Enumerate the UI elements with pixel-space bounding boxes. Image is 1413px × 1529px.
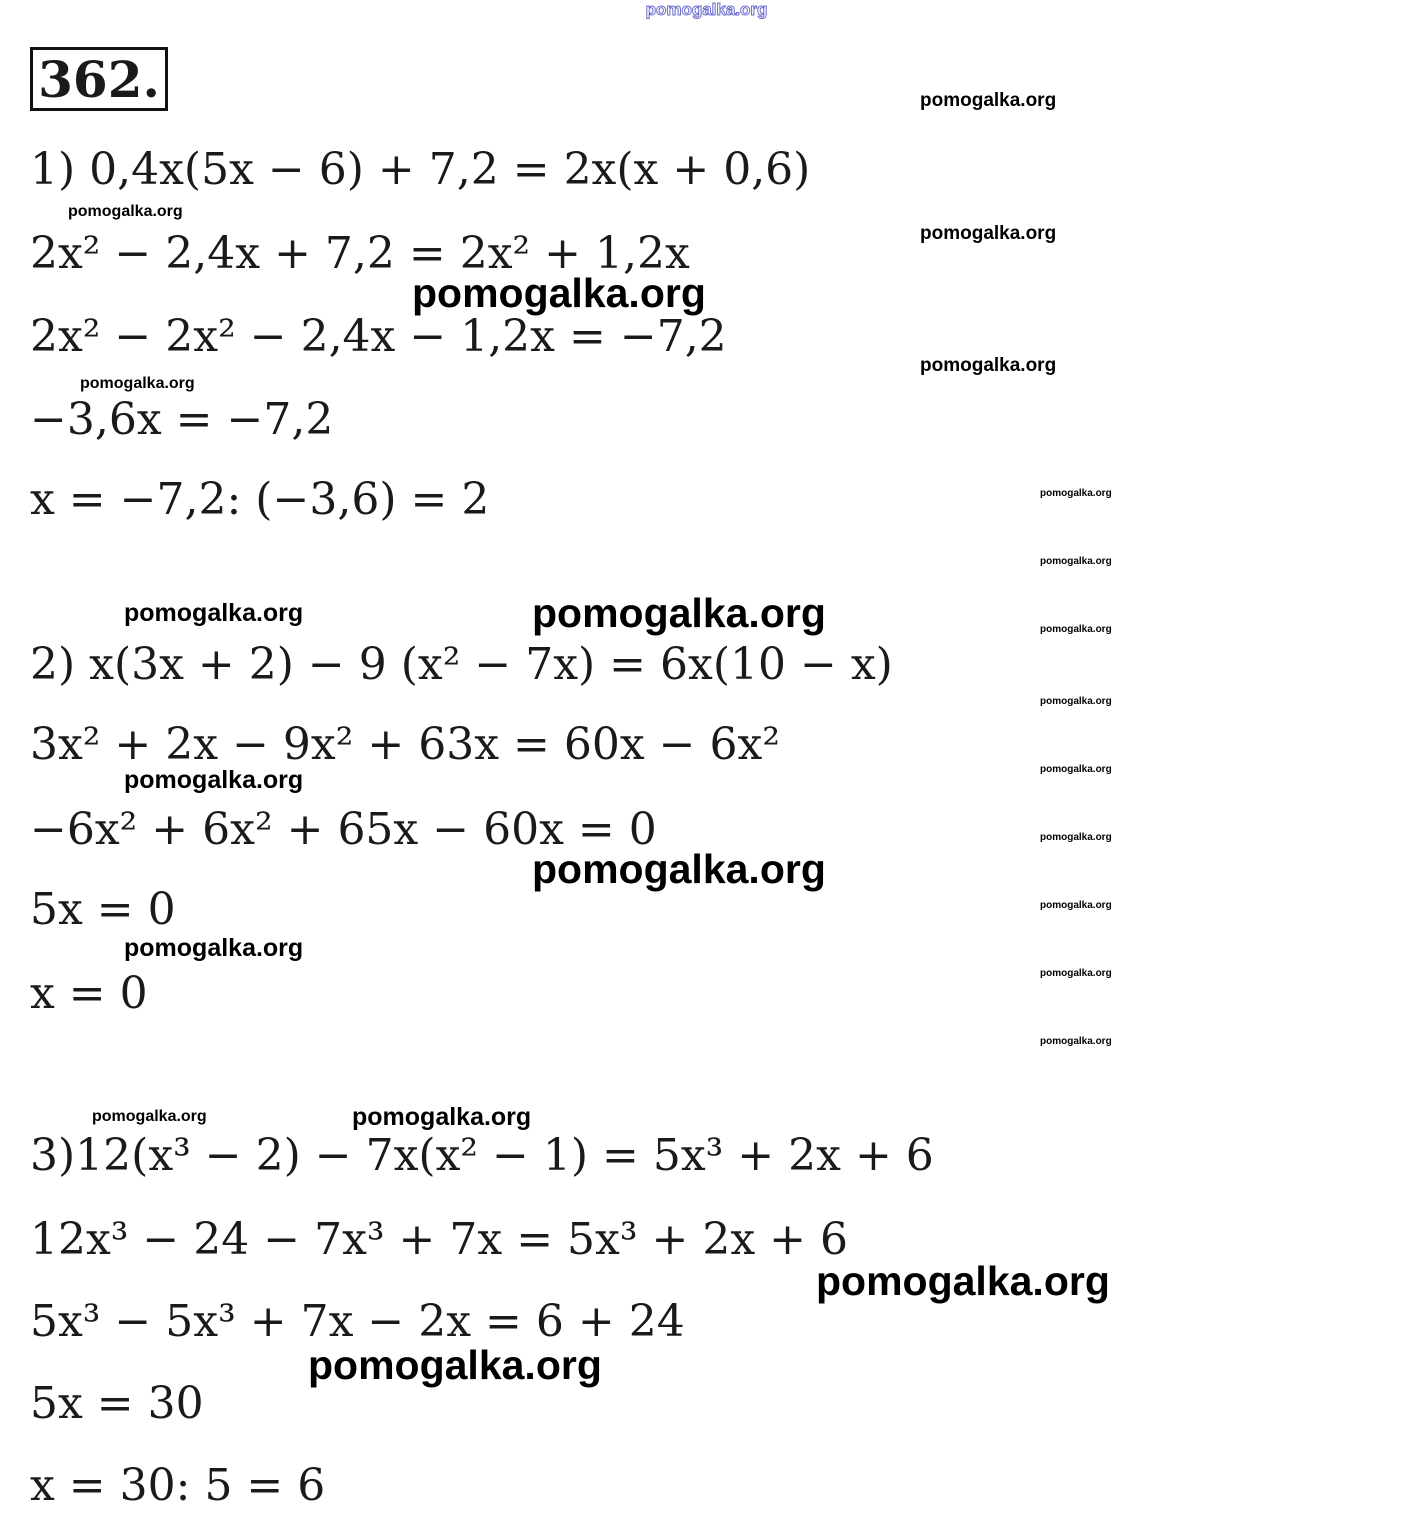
watermark: pomogalka.org [124, 766, 304, 794]
top-watermark: pomogalka.org [645, 0, 768, 19]
problem-3-step-2: 12x³ − 24 − 7x³ + 7x = 5x³ + 2x + 6 [30, 1214, 848, 1265]
watermark: pomogalka.org [1040, 968, 1112, 979]
watermark: pomogalka.org [816, 1258, 1110, 1304]
watermark: pomogalka.org [1040, 764, 1112, 775]
problem-1-step-4: −3,6x = −7,2 [30, 394, 334, 445]
watermark: pomogalka.org [92, 1108, 207, 1125]
problem-2-step-1: 2) x(3x + 2) − 9 (x² − 7x) = 6x(10 − x) [30, 639, 893, 690]
problem-1-step-3: 2x² − 2x² − 2,4x − 1,2x = −7,2 [30, 311, 727, 362]
watermark: pomogalka.org [1040, 696, 1112, 707]
watermark: pomogalka.org [80, 375, 195, 392]
watermark: pomogalka.org [308, 1342, 602, 1388]
problem-2-step-2: 3x² + 2x − 9x² + 63x = 60x − 6x² [30, 719, 780, 770]
problem-3-step-1: 3)12(x³ − 2) − 7x(x² − 1) = 5x³ + 2x + 6 [30, 1130, 934, 1181]
watermark: pomogalka.org [1040, 624, 1112, 635]
problem-1-step-1: 1) 0,4x(5x − 6) + 7,2 = 2x(x + 0,6) [30, 144, 811, 195]
watermark: pomogalka.org [1040, 900, 1112, 911]
problem-3-step-5: x = 30: 5 = 6 [30, 1460, 326, 1511]
watermark: pomogalka.org [68, 203, 183, 220]
problem-number: 362. [38, 49, 160, 109]
problem-2-step-3: −6x² + 6x² + 65x − 60x = 0 [30, 804, 657, 855]
problem-3-step-4: 5x = 30 [30, 1378, 204, 1429]
watermark: pomogalka.org [532, 846, 826, 892]
problem-3-step-3: 5x³ − 5x³ + 7x − 2x = 6 + 24 [30, 1296, 685, 1347]
watermark: pomogalka.org [352, 1103, 532, 1131]
problem-number-box [30, 47, 168, 111]
problem-1-step-2: 2x² − 2,4x + 7,2 = 2x² + 1,2x [30, 228, 690, 279]
problem-2-step-5: x = 0 [30, 968, 148, 1019]
watermark: pomogalka.org [124, 934, 304, 962]
watermark: pomogalka.org [1040, 556, 1112, 567]
problem-2-step-4: 5x = 0 [30, 884, 176, 935]
watermark: pomogalka.org [920, 223, 1057, 244]
watermark: pomogalka.org [532, 590, 826, 636]
watermark: pomogalka.org [124, 599, 304, 627]
watermark: pomogalka.org [1040, 832, 1112, 843]
watermark: pomogalka.org [920, 355, 1057, 376]
watermark: pomogalka.org [412, 270, 706, 316]
watermark: pomogalka.org [920, 90, 1057, 111]
problem-1-step-5: x = −7,2: (−3,6) = 2 [30, 474, 490, 525]
watermark: pomogalka.org [1040, 488, 1112, 499]
watermark: pomogalka.org [1040, 1036, 1112, 1047]
